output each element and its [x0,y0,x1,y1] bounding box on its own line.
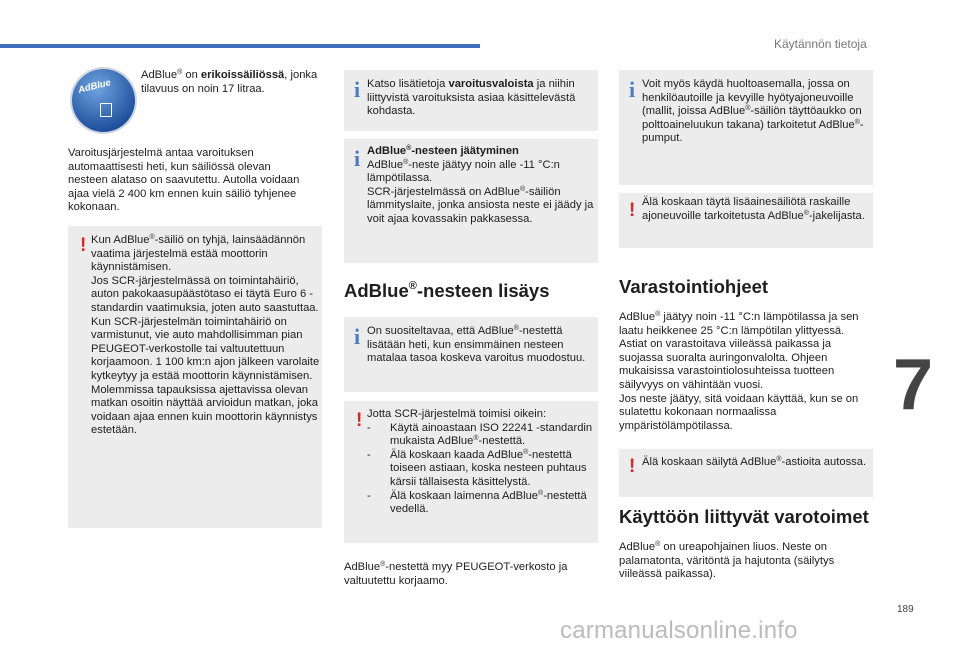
storage-warning-text: Älä koskaan säilytä AdBlue®-astioita autossa. [642,456,867,468]
service-station-text: Voit myös käydä huoltoasemalla, jossa on henkilöautoille ja kevyille hyötyajoneuvoille (mallit, joissa AdBlue®-säiliön täyttöaukko on polttoaineluukun takana) tarkoitetut AdBlue®-pumput. [642,78,864,145]
warning-box-heavy-vehicles [619,193,873,248]
warning-system-paragraph: Varoitusjärjestelmä antaa varoituksen automaattisesti heti, kun säiliössä olevan nesteen alataso on saavutettu. Autolla voidaan ajaa vielä 2 400 km ennen kuin säiliö tyhjenee kokonaan. [68,147,300,214]
header-accent-bar [0,44,480,48]
info-box-service-station [619,70,873,185]
info-text: Katso lisätietoja varoitusvaloista ja niihin liittyvistä varoituksista asiaa käsittelevästä kohdasta. [367,78,576,118]
info-box-warning-lights [344,70,598,131]
info-box-freezing [344,139,598,263]
warning-text: Kun AdBlue®-säiliö on tyhjä, lainsäädännön vaatima järjestelmä estää moottorin käynnistämisen. Jos SCR-järjestelmässä on toimintahäiriö, auton pakokaasupäästötaso ei täytä Euro 6 -standardin vaatimuksia, joten auto saastuttaa. Kun SCR-järjestelmän toimintahäiriö on varmistunut, vie auto mahdollisimman pian PEUGEOT-verkostolle tai valtuutettuun korjaamoon. 1 100 km:n ajon jälkeen varolaite kytkeytyy ja estää moottorin käynnistämisen. Molemmissa tapauksissa ajettavissa olevan matkan osoitin näyttää arvioidun matkan, joka voidaan ajaa ennen kuin moottorin käynnistys estetään. [91,234,320,437]
adblue-logo-text: AdBlue [77,77,113,96]
heading-adblue-refill: AdBlue®-nesteen lisäys [344,280,550,301]
heavy-vehicles-text: Älä koskaan täytä lisäainesäiliötä raskaille ajoneuvoille tarkoitetusta AdBlue®-jakelijasta. [642,196,865,222]
info-box-recommendation [344,317,598,392]
scr-warning-text: Jotta SCR-järjestelmä toimisi oikein: - Käytä ainoastaan ISO 22241 -standardin mukaista AdBlue®-nestettä. - Älä koskaan kaada AdBlue®-nestettä toiseen astiaan, koska nesteen puhtaus kärsii tällaisesta käsittelystä. - Älä koskaan laimenna AdBlue®-nestettä vedellä. [367,408,593,516]
info-icon: i [354,77,361,102]
chapter-number: 7 [893,345,934,425]
intro-text: AdBlue® on erikoissäiliössä, jonka tilavuus on noin 17 litraa. [141,69,318,95]
info-icon: i [354,146,361,171]
warning-icon: ! [356,410,363,431]
warning-icon: ! [80,235,87,256]
adblue-logo-icon [72,69,135,132]
heading-storage: Varastointiohjeet [619,276,769,297]
heading-precautions: Käyttöön liittyvät varotoimet [619,506,869,527]
warning-box-empty-tank [68,226,322,528]
freezing-text: AdBlue®-nesteen jäätyminen AdBlue®-neste jäätyy noin alle -11 °C:n lämpötilassa. SCR-järjestelmässä on AdBlue®-säiliön lämmityslaite, jonka ansiosta neste ei jäädy ja voit ajaa kovassakin pakkasessa. [367,145,594,225]
page-number: 189 [897,604,914,615]
warning-icon: ! [629,200,636,221]
precautions-text: AdBlue® on ureapohjainen liuos. Neste on palamatonta, väritöntä ja hajutonta (säilytys viileässä paikassa). [619,541,835,581]
warning-icon: ! [629,456,636,477]
recommendation-text: On suositeltavaa, että AdBlue®-nestettä lisätään heti, kun ensimmäinen nesteen matalaa tasoa koskeva varoitus muodostuu. [367,325,586,365]
warning-box-storage [619,449,873,497]
warning-box-scr [344,401,598,543]
section-header: Käytännön tietoja [774,37,867,51]
fuel-pump-icon [100,103,112,117]
retail-note: AdBlue®-nestettä myy PEUGEOT-verkosto ja valtuutettu korjaamo. [344,561,568,587]
info-icon: i [354,324,361,349]
info-icon: i [629,77,636,102]
storage-text: AdBlue® jäätyy noin -11 °C:n lämpötilassa ja sen laatu heikkenee 25 °C:n lämpötilan ylittyessä. Astiat on varastoitava viileässä paikassa ja suojassa suoralta auringonvalolta. Ohjeen mukaisissa varastointiolosuhteissa tuotteen säilyvyys on vähintään vuosi. Jos neste jäätyy, sitä voidaan käyttää, kun se on sulatettu kokonaan normaalissa ympäristölämpötilassa. [619,311,859,432]
watermark: carmanualsonline.info [560,617,798,644]
